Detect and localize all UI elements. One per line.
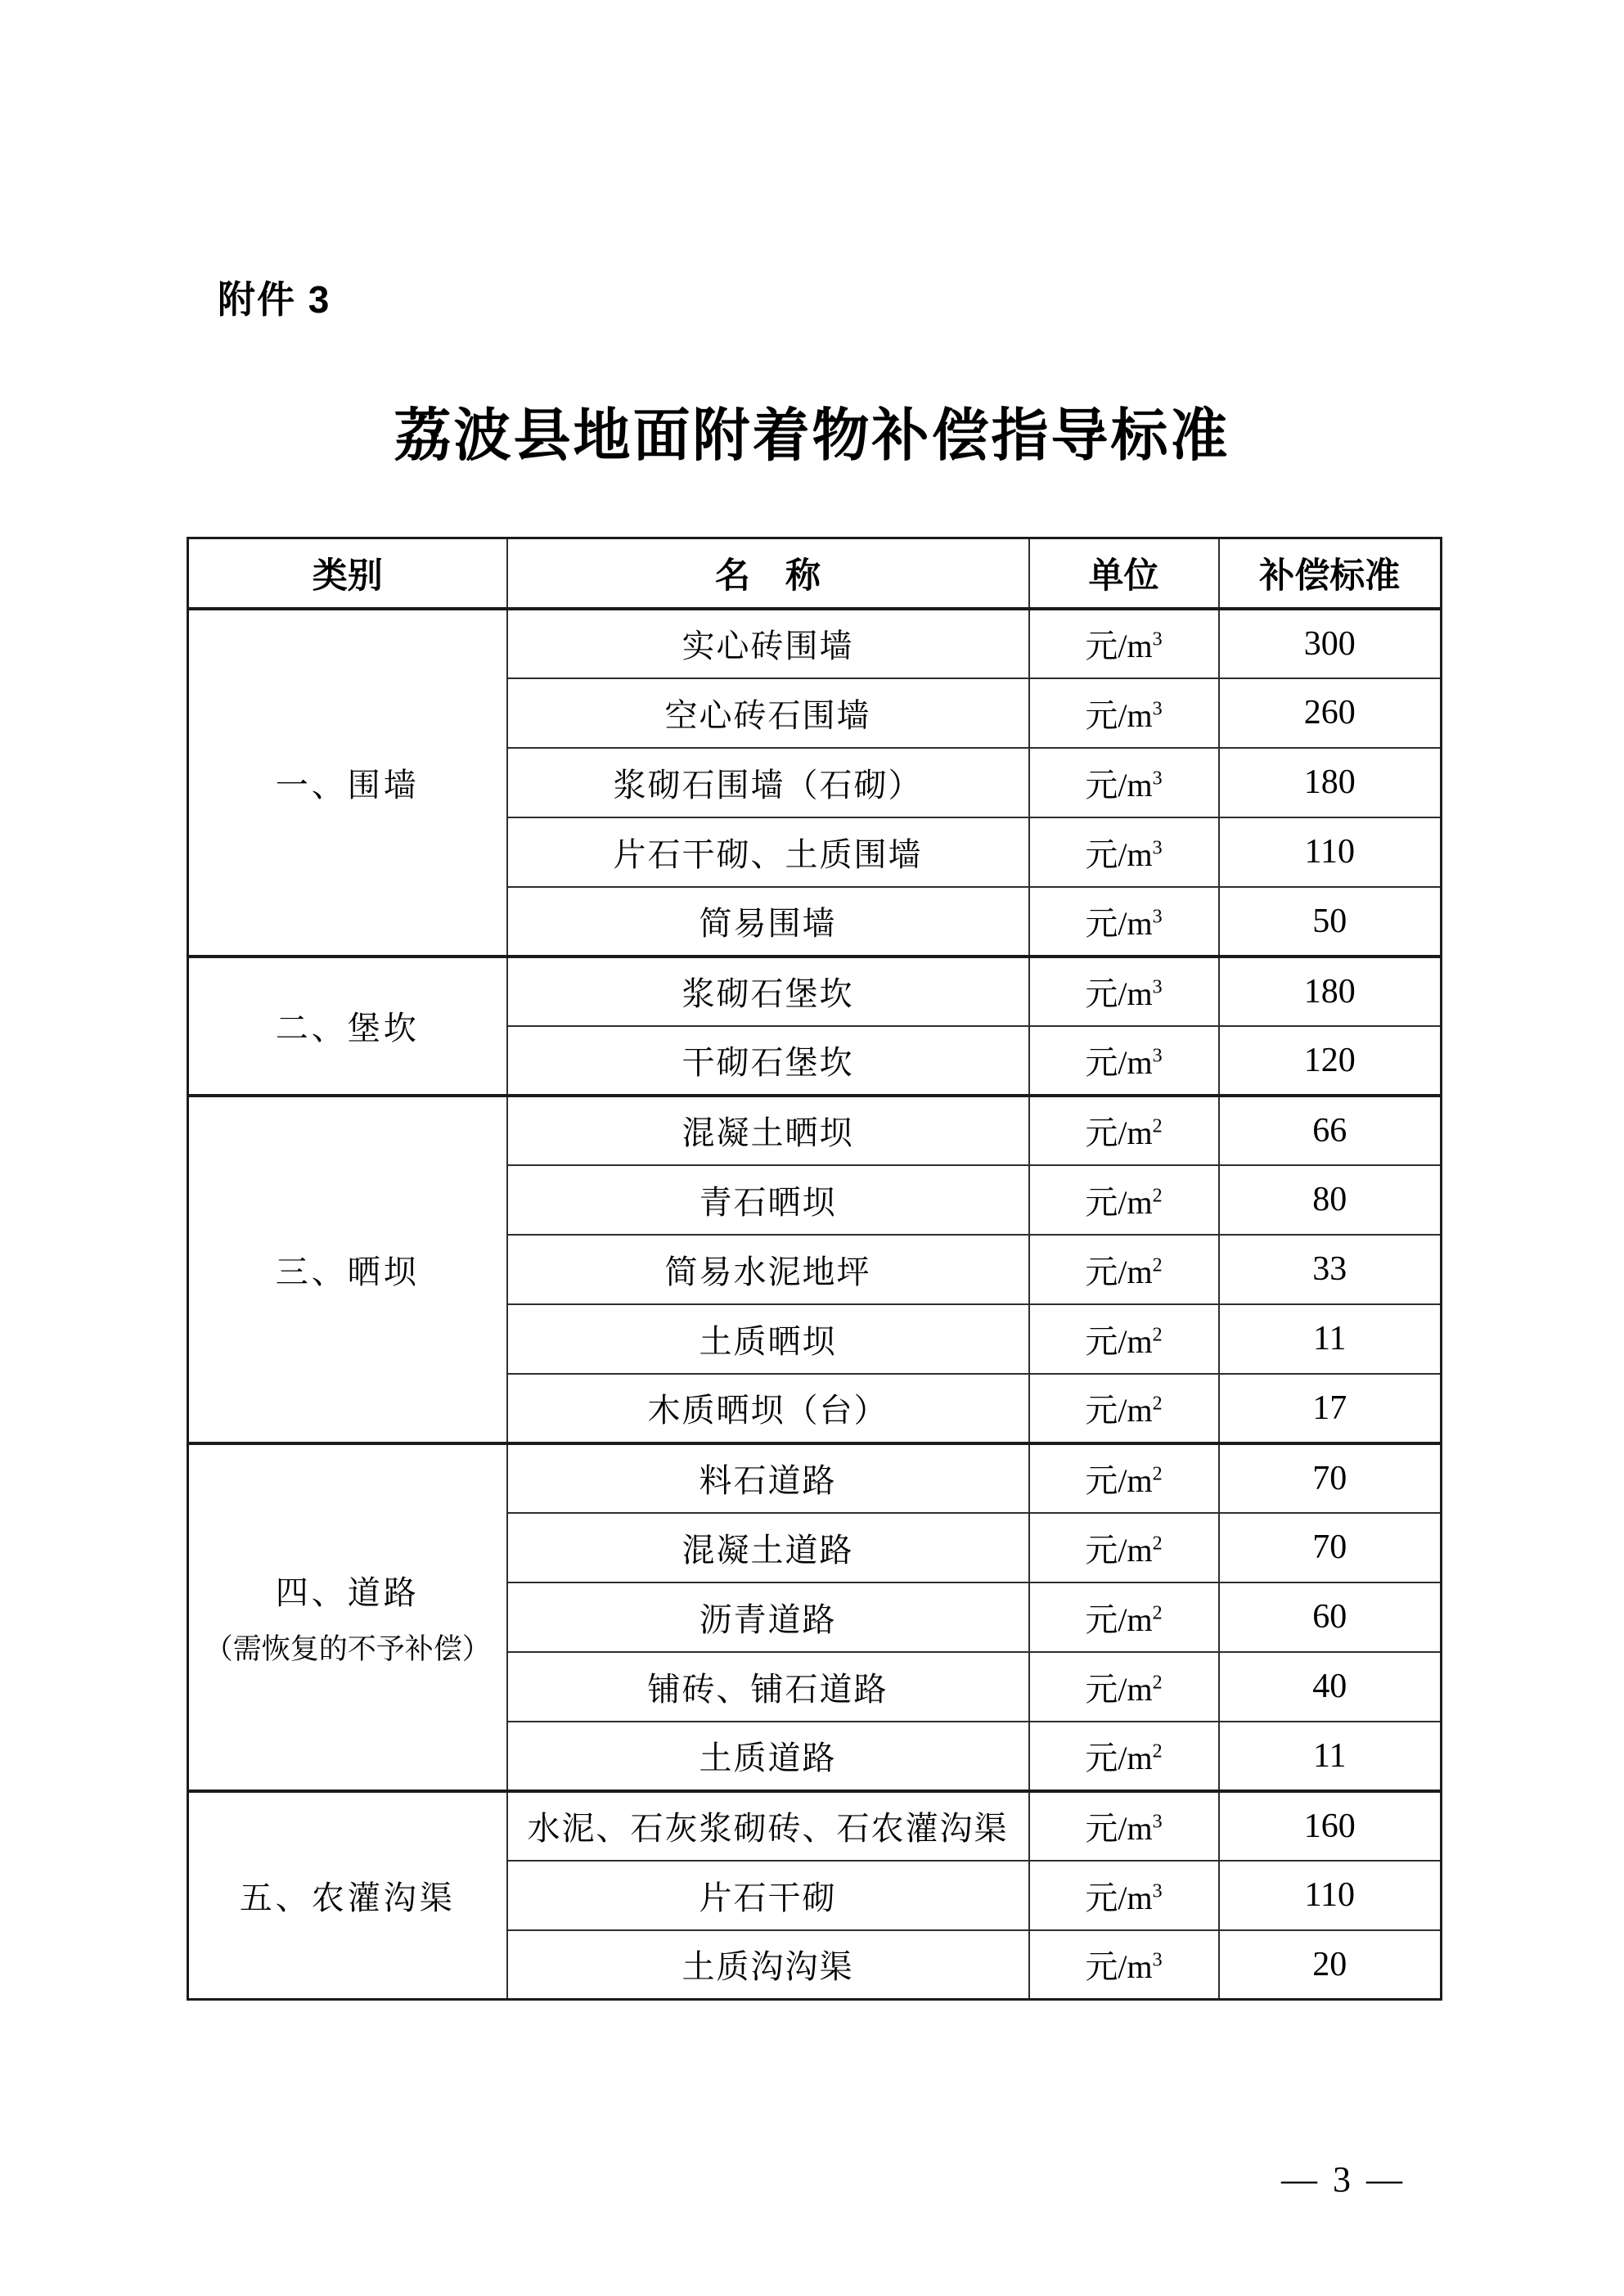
unit-exponent: 3	[1152, 1811, 1163, 1833]
item-value-cell: 66	[1219, 1096, 1442, 1165]
item-value-cell: 110	[1219, 817, 1442, 887]
category-cell	[188, 1096, 507, 1443]
table-row	[188, 1443, 1442, 1513]
unit-exponent: 2	[1152, 1602, 1163, 1624]
unit-exponent: 3	[1152, 1949, 1163, 1971]
item-value-cell: 40	[1219, 1652, 1442, 1722]
header-category: 类别	[188, 538, 507, 609]
item-name-cell: 干砌石堡坎	[507, 1026, 1029, 1096]
header-name: 名 称	[507, 538, 1029, 609]
item-unit-cell: 元$/m^3$	[1029, 957, 1219, 1026]
item-value-cell: 300	[1219, 609, 1442, 678]
item-unit-cell: 元$/m^2$	[1029, 1304, 1219, 1374]
unit-exponent: 3	[1152, 698, 1163, 720]
item-unit-cell: 元$/m^2$	[1029, 1165, 1219, 1235]
item-unit-cell: 元$/m^3$	[1029, 1026, 1219, 1096]
item-unit-cell: 元$/m^3$	[1029, 748, 1219, 817]
item-name-cell: 实心砖围墙	[507, 609, 1029, 678]
category-cell	[188, 609, 507, 957]
item-value-cell: 120	[1219, 1026, 1442, 1096]
item-name-cell: 青石晒坝	[507, 1165, 1029, 1235]
header-standard: 补偿标准	[1219, 538, 1442, 609]
category-label: 二、堡坎	[275, 1010, 420, 1047]
item-name-cell: 片石干砌、土质围墙	[507, 817, 1029, 887]
item-value-cell: 11	[1219, 1722, 1442, 1791]
compensation-table	[187, 537, 1442, 2001]
item-unit-cell: 元$/m^3$	[1029, 887, 1219, 957]
item-unit-cell: 元$/m^3$	[1029, 817, 1219, 887]
item-name-cell: 空心砖石围墙	[507, 678, 1029, 748]
item-value-cell: 50	[1219, 887, 1442, 957]
page-number: — 3 —	[1281, 2159, 1406, 2199]
table-header	[188, 538, 1442, 609]
category-label: 一、围墙	[275, 766, 420, 804]
item-name-cell: 土质晒坝	[507, 1304, 1029, 1374]
item-unit-cell: 元$/m^3$	[1029, 1791, 1219, 1861]
category-label: 四、道路	[275, 1573, 420, 1611]
item-unit-cell: 元$/m^3$	[1029, 609, 1219, 678]
item-value-cell: 11	[1219, 1304, 1442, 1374]
item-unit-cell: 元$/m^2$	[1029, 1582, 1219, 1652]
category-label: 三、晒坝	[275, 1253, 420, 1290]
item-value-cell: 33	[1219, 1235, 1442, 1304]
item-name-cell: 水泥、石灰浆砌砖、石农灌沟渠	[507, 1791, 1029, 1861]
item-value-cell: 70	[1219, 1443, 1442, 1513]
item-name-cell: 料石道路	[507, 1443, 1029, 1513]
item-unit-cell: 元$/m^3$	[1029, 1861, 1219, 1930]
item-value-cell: 17	[1219, 1374, 1442, 1443]
item-unit-cell: 元$/m^2$	[1029, 1096, 1219, 1165]
item-unit-cell: 元$/m^2$	[1029, 1513, 1219, 1582]
item-name-cell: 简易围墙	[507, 887, 1029, 957]
item-name-cell: 木质晒坝（台）	[507, 1374, 1029, 1443]
category-label: 五、农灌沟渠	[239, 1879, 456, 1916]
item-name-cell: 混凝土晒坝	[507, 1096, 1029, 1165]
table-body	[188, 609, 1442, 2000]
item-unit-cell: 元$/m^2$	[1029, 1652, 1219, 1722]
unit-exponent: 2	[1152, 1185, 1163, 1207]
item-value-cell: 260	[1219, 678, 1442, 748]
item-name-cell: 简易水泥地坪	[507, 1235, 1029, 1304]
unit-exponent: 3	[1152, 1045, 1163, 1067]
item-name-cell: 沥青道路	[507, 1582, 1029, 1652]
unit-exponent: 3	[1152, 976, 1163, 998]
item-name-cell: 铺砖、铺石道路	[507, 1652, 1029, 1722]
item-name-cell: 浆砌石堡坎	[507, 957, 1029, 1026]
unit-exponent: 3	[1152, 768, 1163, 790]
item-value-cell: 80	[1219, 1165, 1442, 1235]
unit-exponent: 3	[1152, 1880, 1163, 1902]
unit-exponent: 2	[1152, 1115, 1163, 1137]
category-cell	[188, 1443, 507, 1791]
item-name-cell: 片石干砌	[507, 1861, 1029, 1930]
unit-exponent: 2	[1152, 1740, 1163, 1763]
item-unit-cell: 元$/m^2$	[1029, 1235, 1219, 1304]
attachment-label: 附件 3	[218, 278, 331, 321]
item-unit-cell: 元$/m^3$	[1029, 678, 1219, 748]
table-row	[188, 1096, 1442, 1165]
category-note: （需恢复的不予补偿）	[204, 1632, 491, 1665]
category-cell	[188, 1791, 507, 2000]
unit-exponent: 3	[1152, 837, 1163, 859]
item-value-cell: 110	[1219, 1861, 1442, 1930]
item-value-cell: 160	[1219, 1791, 1442, 1861]
unit-exponent: 3	[1152, 628, 1163, 651]
item-value-cell: 20	[1219, 1930, 1442, 2000]
item-unit-cell: 元$/m^2$	[1029, 1443, 1219, 1513]
unit-exponent: 2	[1152, 1324, 1163, 1346]
item-value-cell: 180	[1219, 748, 1442, 817]
item-value-cell: 180	[1219, 957, 1442, 1026]
table-row	[188, 1791, 1442, 1861]
item-value-cell: 70	[1219, 1513, 1442, 1582]
unit-exponent: 3	[1152, 906, 1163, 928]
unit-exponent: 2	[1152, 1672, 1163, 1694]
category-cell	[188, 957, 507, 1096]
table-header-row	[188, 538, 1442, 609]
item-name-cell: 土质沟沟渠	[507, 1930, 1029, 2000]
table-row	[188, 609, 1442, 678]
unit-exponent: 2	[1152, 1533, 1163, 1555]
page-title: 荔波县地面附着物补偿指导标准	[394, 405, 1230, 468]
table-row	[188, 957, 1442, 1026]
item-name-cell: 浆砌石围墙（石砌）	[507, 748, 1029, 817]
item-name-cell: 土质道路	[507, 1722, 1029, 1791]
unit-exponent: 2	[1152, 1393, 1163, 1415]
item-value-cell: 60	[1219, 1582, 1442, 1652]
unit-exponent: 2	[1152, 1254, 1163, 1276]
header-unit: 单位	[1029, 538, 1219, 609]
item-unit-cell: 元$/m^2$	[1029, 1722, 1219, 1791]
unit-exponent: 2	[1152, 1463, 1163, 1485]
item-name-cell: 混凝土道路	[507, 1513, 1029, 1582]
item-unit-cell: 元$/m^3$	[1029, 1930, 1219, 2000]
item-unit-cell: 元$/m^2$	[1029, 1374, 1219, 1443]
